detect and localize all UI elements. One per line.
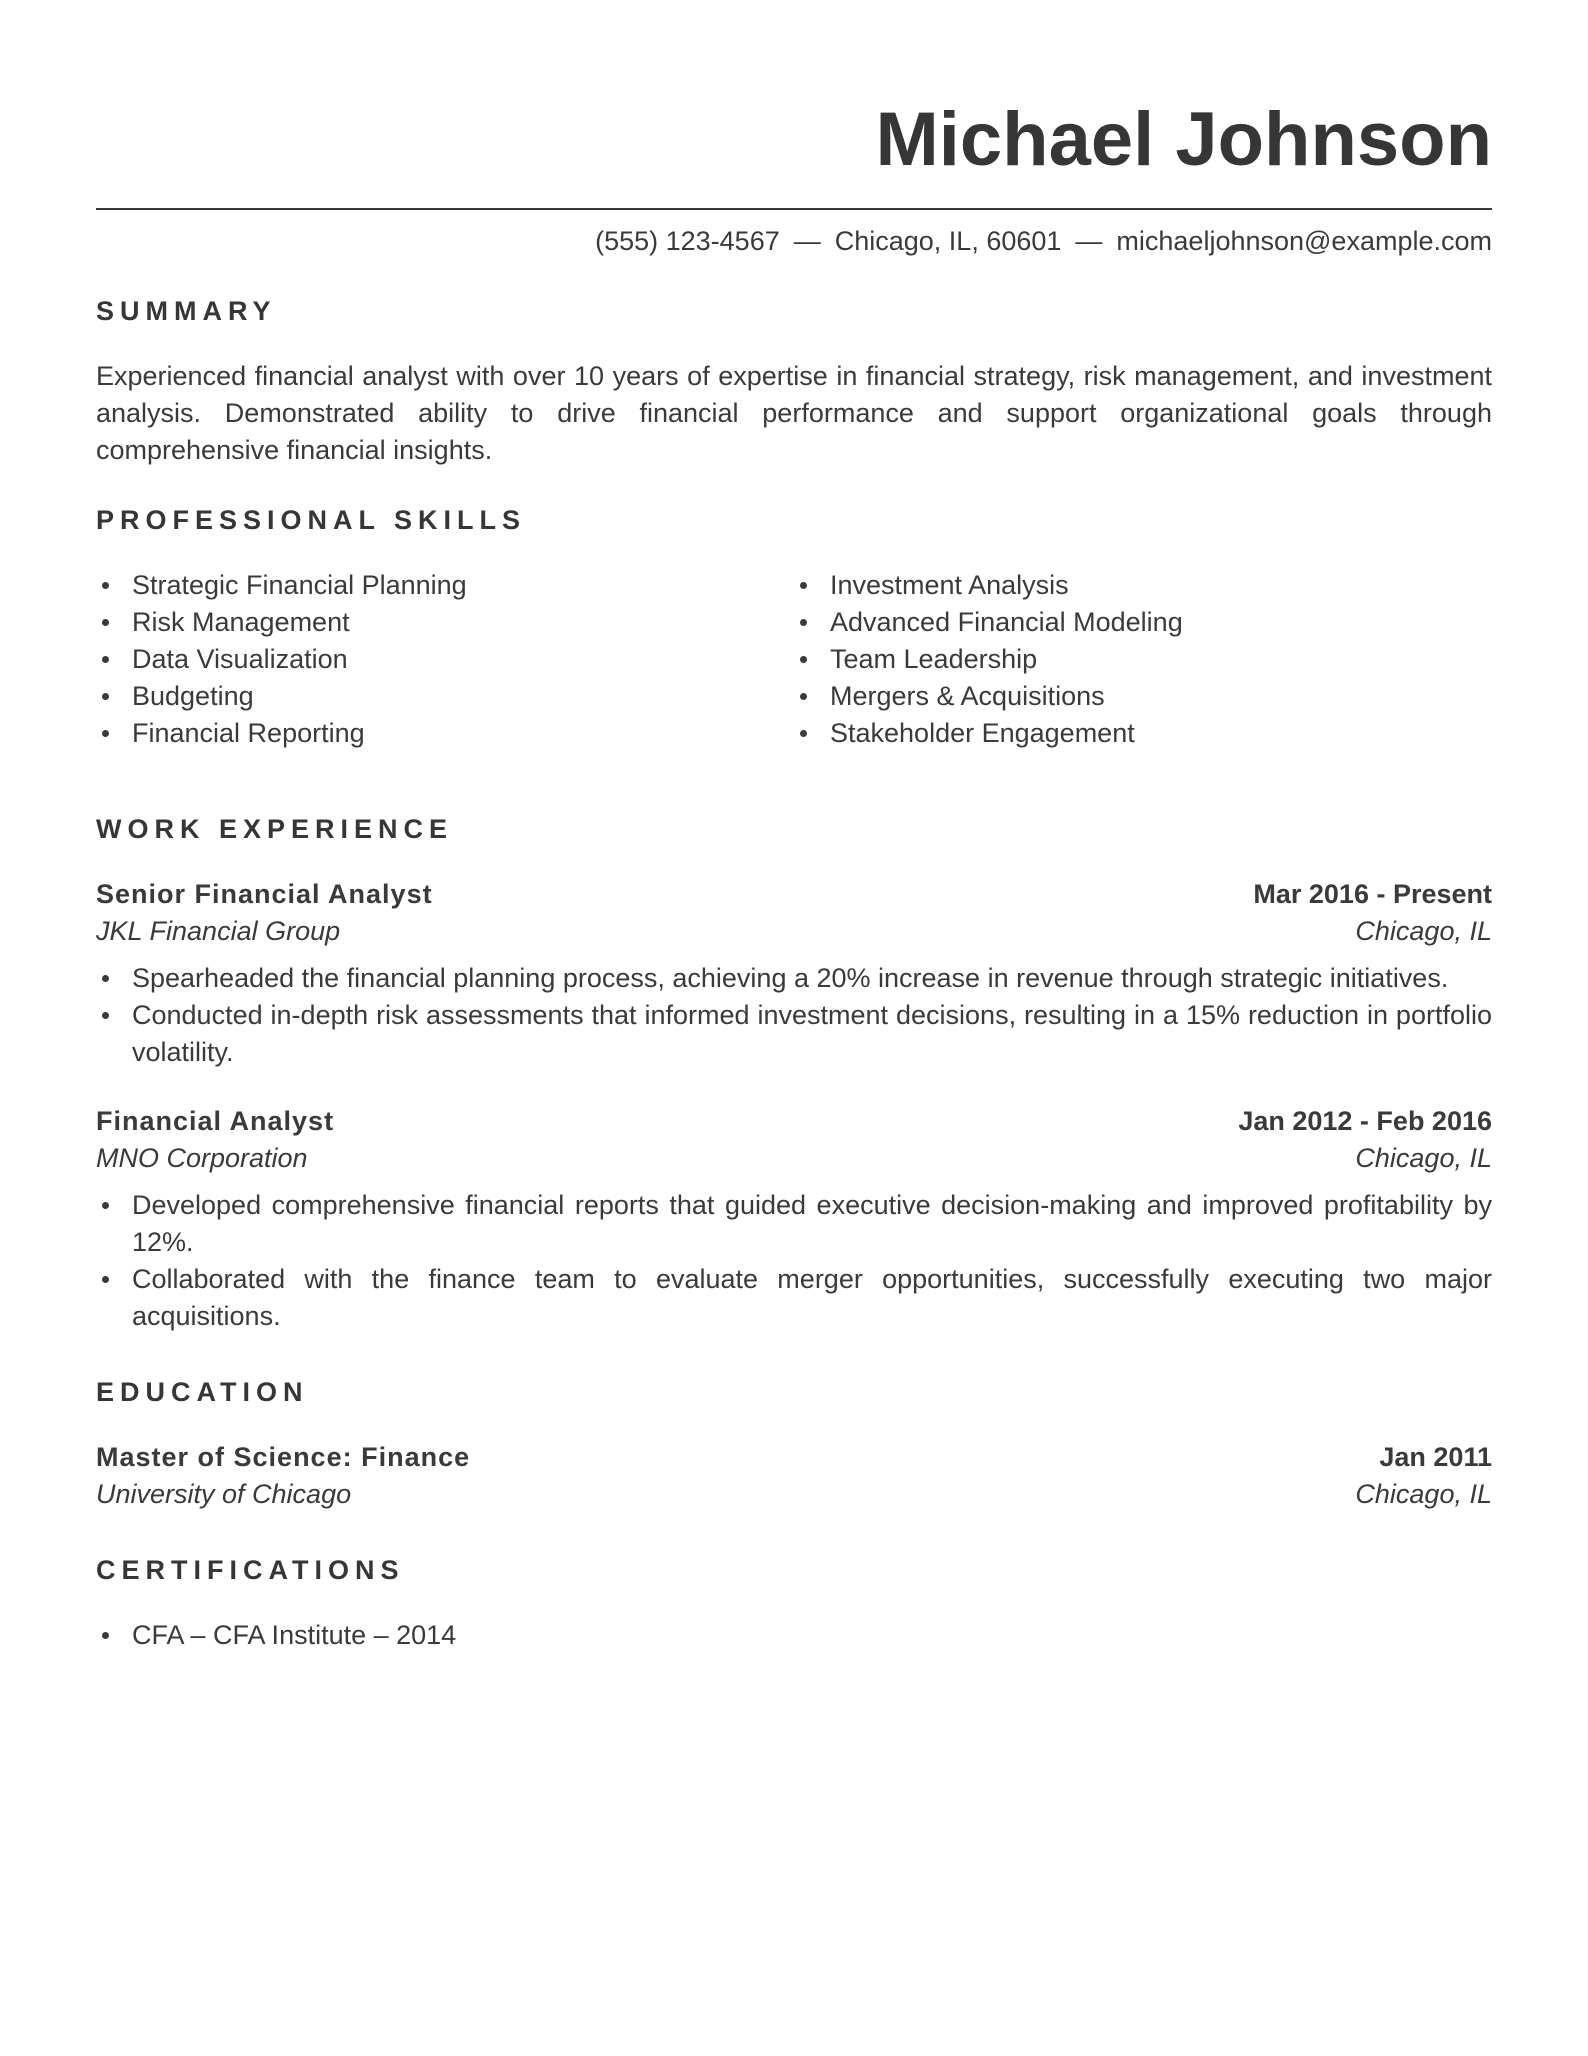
- skill-item: Stakeholder Engagement: [794, 715, 1492, 752]
- work-experience-heading: WORK EXPERIENCE: [96, 814, 454, 844]
- job-bullets: [96, 960, 1492, 1071]
- job-location: Chicago, IL: [1355, 916, 1492, 946]
- graduation-date: Jan 2011: [1379, 1442, 1492, 1472]
- job-title: Senior Financial Analyst: [96, 879, 433, 909]
- header-divider: [96, 208, 1492, 210]
- company-name: MNO Corporation: [96, 1143, 308, 1173]
- job-dates: Jan 2012 - Feb 2016: [1238, 1106, 1492, 1136]
- skill-item: Risk Management: [96, 604, 794, 641]
- job-subheader: [96, 913, 1492, 950]
- education-heading: EDUCATION: [96, 1377, 309, 1407]
- job-subheader: [96, 1140, 1492, 1177]
- education-header: [96, 1439, 1492, 1476]
- summary-heading: SUMMARY: [96, 296, 277, 326]
- job-bullet: Spearheaded the financial planning process, achieving a 20% increase in revenue through strategic initiatives.: [96, 960, 1492, 997]
- education-subheader: [96, 1476, 1492, 1513]
- contact-separator: —: [793, 226, 821, 256]
- job-bullets: [96, 1187, 1492, 1335]
- phone-number: (555) 123-4567: [595, 226, 780, 256]
- degree-name: Master of Science: Finance: [96, 1442, 471, 1472]
- skill-item: Mergers & Acquisitions: [794, 678, 1492, 715]
- candidate-name: Michael Johnson: [875, 97, 1492, 182]
- skills-list-left: [96, 567, 794, 752]
- job-bullet: Conducted in-depth risk assessments that informed investment decisions, resulting in a 15% reduction in portfolio volatility.: [96, 997, 1492, 1071]
- skill-item: Advanced Financial Modeling: [794, 604, 1492, 641]
- skill-item: Strategic Financial Planning: [96, 567, 794, 604]
- skills-list-right: [794, 567, 1492, 752]
- contact-separator: —: [1075, 226, 1103, 256]
- job-bullet: Developed comprehensive financial reports that guided executive decision-making and improved profitability by 12%.: [96, 1187, 1492, 1261]
- job-header: [96, 1103, 1492, 1140]
- skill-item: Budgeting: [96, 678, 794, 715]
- job-location: Chicago, IL: [1355, 1143, 1492, 1173]
- certifications-heading: CERTIFICATIONS: [96, 1555, 405, 1585]
- job-entry: [96, 1103, 1492, 1335]
- school-name: University of Chicago: [96, 1479, 352, 1509]
- education-entry: [96, 1439, 1492, 1513]
- certifications-list: [96, 1617, 1492, 1654]
- email-address: michaeljohnson@example.com: [1116, 226, 1492, 256]
- skill-item: Financial Reporting: [96, 715, 794, 752]
- company-name: JKL Financial Group: [96, 916, 341, 946]
- skills-grid: [96, 567, 1492, 752]
- job-dates: Mar 2016 - Present: [1253, 879, 1492, 909]
- skill-item: Investment Analysis: [794, 567, 1492, 604]
- school-location: Chicago, IL: [1355, 1479, 1492, 1509]
- certification-item: CFA – CFA Institute – 2014: [96, 1617, 1492, 1654]
- skills-heading: PROFESSIONAL SKILLS: [96, 505, 527, 535]
- job-title: Financial Analyst: [96, 1106, 335, 1136]
- summary-text: Experienced financial analyst with over 10 years of expertise in financial strategy, risk management, and investment analysis. Demonstrated ability to drive financial performance and support organizational goals through comprehensive financial insights.: [96, 361, 1492, 465]
- location: Chicago, IL, 60601: [834, 226, 1062, 256]
- contact-line: [96, 224, 1492, 258]
- skill-item: Team Leadership: [794, 641, 1492, 678]
- job-entry: [96, 876, 1492, 1071]
- job-header: [96, 876, 1492, 913]
- job-bullet: Collaborated with the finance team to evaluate merger opportunities, successfully executing two major acquisitions.: [96, 1261, 1492, 1335]
- skill-item: Data Visualization: [96, 641, 794, 678]
